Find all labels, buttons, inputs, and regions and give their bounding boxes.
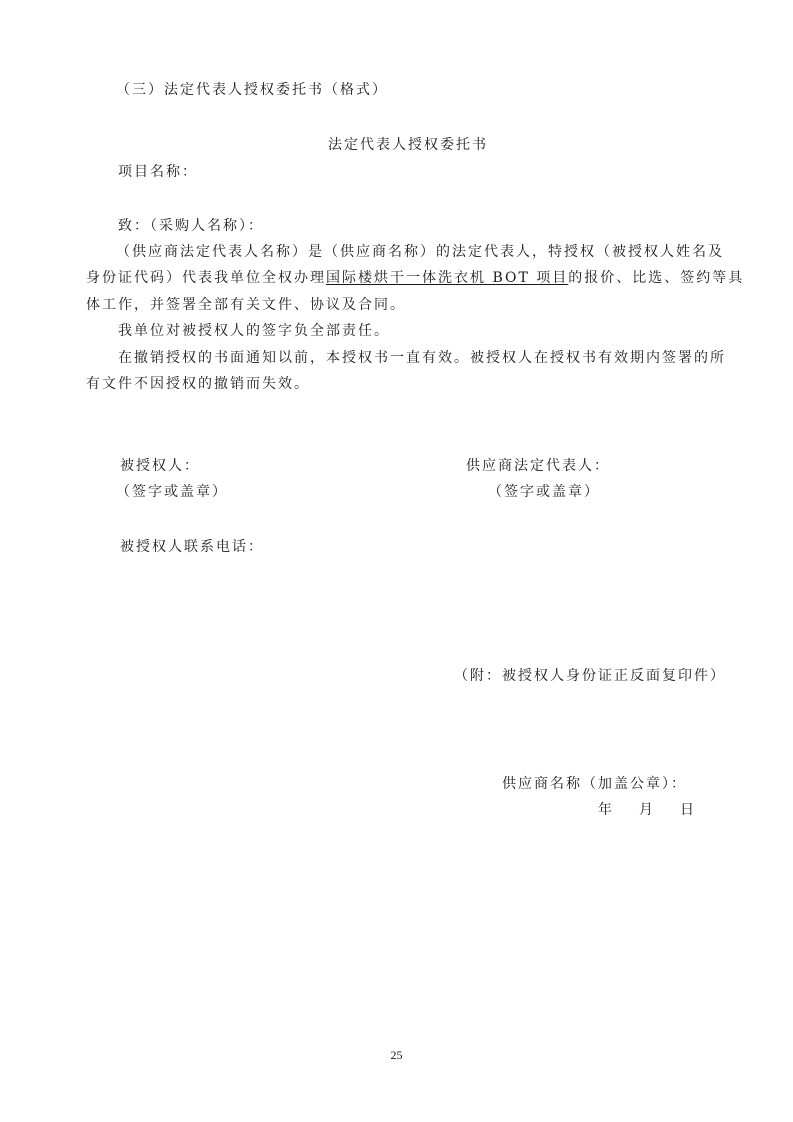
section-heading: （三）法定代表人授权委托书（格式） — [116, 82, 388, 98]
project-name-value: 国际楼烘干一体洗衣机 BOT 项目 — [326, 270, 569, 286]
authorization-tasks-text: 的报价、比选、签约等具 — [568, 270, 745, 286]
date-day: 日 — [680, 802, 696, 818]
date-month: 月 — [639, 802, 655, 818]
attachment-note: （附：被授权人身份证正反面复印件） — [454, 668, 726, 684]
authorized-person-signature-note: （签字或盖章） — [116, 484, 228, 500]
project-name-label: 项目名称： — [118, 164, 198, 180]
addressee-line: 致：（采购人名称）： — [118, 218, 264, 234]
authorization-paragraph-line-2 — [86, 268, 744, 288]
date-year: 年 — [598, 802, 614, 818]
validity-paragraph-line-1: 在撤销授权的书面通知以前，本授权书一直有效。被授权人在授权书有效期内签署的所 — [118, 350, 726, 366]
document-title: 法定代表人授权委托书 — [328, 137, 488, 153]
legal-representative-signature-note: （签字或盖章） — [488, 484, 600, 500]
responsibility-paragraph: 我单位对被授权人的签字负全部责任。 — [118, 323, 390, 339]
authorized-person-phone-label: 被授权人联系电话： — [120, 539, 264, 555]
supplier-seal-label: 供应商名称（加盖公章）： — [502, 776, 687, 792]
authorization-paragraph-line-1: （供应商法定代表人名称）是（供应商名称）的法定代表人，特授权（被授权人姓名及 — [116, 244, 724, 260]
authorization-scope-text: 身份证代码）代表我单位全权办理 — [86, 270, 326, 286]
authorization-paragraph-line-3: 体工作，并签署全部有关文件、协议及合同。 — [86, 297, 406, 313]
page-number: 25 — [390, 1048, 403, 1062]
validity-paragraph-line-2: 有文件不因授权的撤销而失效。 — [86, 376, 310, 392]
authorized-person-label: 被授权人： — [120, 458, 200, 474]
legal-representative-label: 供应商法定代表人： — [466, 458, 610, 474]
